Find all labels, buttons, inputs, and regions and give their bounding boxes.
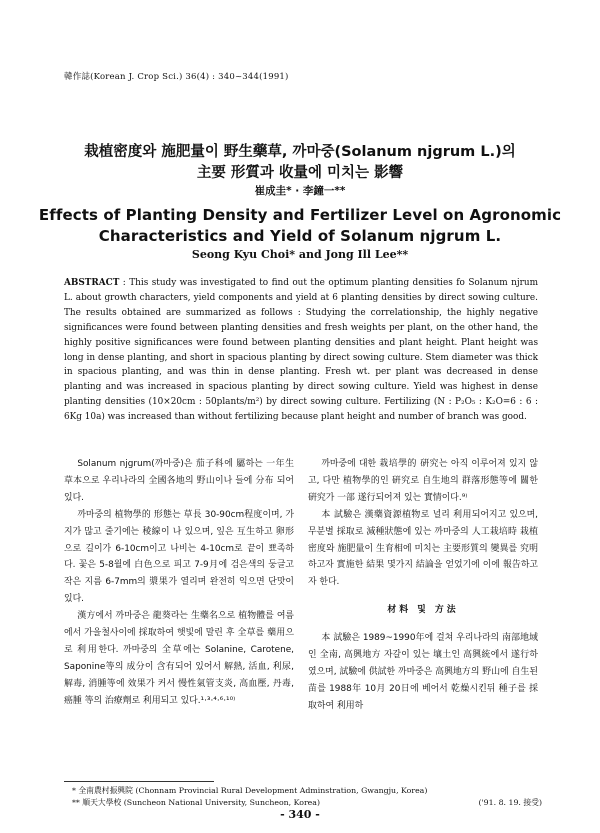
abstract-text: : This study was investigated to find out the optimum planting densities fo Solanum njrum L. about growth characters, yield components and yield at 6 planting densities by direct sowing culture. The results obtained are summarized as follows : Studying the correlationship, the highly negative significances were found between planting densities and fresh weights per plant, on the other hand, the highly positive significances were found between planting densities and plant height. Plant height was long in dense planting, and short in spacious planting by direct sowing culture. Stem diameter was thick in spacious planting, and was thin in dense planting. Fresh wt. per plant was decreased in dense planting and was increased in spacious planting by direct sowing culture. Yield was highest in dense planting densities (10×20cm : 50plants/m²) by direct sowing culture. Fertilizing (N : P₂O₅ : K₂O=6 : 6 : 6Kg 10a) was increased than without fertilizing because plant height and number of branch was good. xyxy=(64,278,539,423)
right-paragraph-2: 本 試驗은 漢藥資源植物로 널리 利用되어지고 있으며, 무분별 採取로 減種狀態에 있는 까마중의 人工栽培時 栽植密度와 施肥量이 生育相에 미치는 主要形質의 變異를 究明하고자 實施한 結果 몇가지 結論을 얻었기에 이에 報告하고자 한다. xyxy=(308,509,538,588)
korean-authors: 崔成圭* · 李鐘一** xyxy=(254,185,346,197)
footnote-divider xyxy=(64,781,214,782)
right-column xyxy=(308,456,538,715)
section-heading: 材料 및 方法 xyxy=(387,605,459,616)
footnotes xyxy=(72,785,542,809)
english-authors: Seong Kyu Choi* and Jong Ill Lee** xyxy=(191,248,409,261)
english-title-line2: Characteristics and Yield of Solanum njgrum L. xyxy=(98,227,502,245)
footnote-affiliation-1: * 全南農村振興院 (Chonnam Provincial Rural Development Adminstration, Gwangju, Korea) xyxy=(72,786,428,795)
right-paragraph-1: 까마중에 대한 栽培學的 硏究는 아직 이루어져 있지 않고, 다만 植物學的인 硏究로 自生地의 群落形態等에 關한 硏究가 一部 遂行되어져 있는 實情이다.⁹⁾ xyxy=(308,459,538,503)
abstract xyxy=(64,276,538,425)
left-paragraph-1: Solanum njgrum(까마중)은 茄子科에 屬하는 一年生 草本으로 우리나라의 全國各地의 野山이나 들에 分布 되어있다. xyxy=(64,459,294,503)
right-paragraph-3: 本 試驗은 1989~1990年에 걸쳐 우리나라의 南部地域인 全南, 高興地方 자갈이 있는 壤土인 高興統에서 遂行하였으며, 試驗에 供試한 까마중은 高興地方의 野山에 自生된 苗를 1988年 10月 20日에 베어서 乾燥시킨뒤 種子를 採取하여 利用하 xyxy=(308,633,538,711)
korean-title-line1: 栽植密度와 施肥量이 野生藥草, 까마중(Solanum njgrum L.)의 xyxy=(84,144,516,160)
korean-title-line2: 主要 形質과 收量에 미치는 影響 xyxy=(196,165,404,181)
footnote-affiliation-2: ** 順天大學校 (Suncheon National University, Suncheon, Korea) xyxy=(72,798,320,807)
left-column xyxy=(64,456,294,710)
journal-header: 韓作誌(Korean J. Crop Sci.) 36(4) : 340~344(1991) xyxy=(64,72,289,82)
page-number: - 340 - xyxy=(280,808,320,821)
received-date: ('91. 8. 19. 接受) xyxy=(478,798,542,807)
left-paragraph-3: 漢方에서 까마중은 龍葵라는 生藥名으로 植物體를 여름에서 가을철사이에 採取하여 햇빛에 말린 후 全草를 藥用으로 利用한다. 까마중의 全草에는 Solanine, Carotene, Saponine等의 成分이 含有되어 있어서 解熱, 活血, 利尿, 解毒, 消腫等에 效果가 커서 慢性氣管支炎, 高血壓, 丹毒, 癌腫 等의 治療劑로 利用되고 있다.¹·³·⁴·⁶·¹⁰⁾ xyxy=(64,611,294,706)
abstract-label: ABSTRACT xyxy=(64,278,120,288)
left-paragraph-2: 까마중의 植物學的 形態는 草長 30-90cm程度이며, 가지가 많고 줄기에는 稜線이 나 있으며, 잎은 互生하고 卵形으로 길이가 6-10cm이고 나비는 4-10cm로 끝이 뾰족하다. 꽃은 5-8월에 白色으로 피고 7-9月에 검은색의 둥글고 작은 지름 6-7mm의 漿果가 열리며 완전히 익으면 단맛이 있다. xyxy=(64,509,294,605)
english-title-line1: Effects of Planting Density and Fertilizer Level on Agronomic xyxy=(38,206,562,224)
